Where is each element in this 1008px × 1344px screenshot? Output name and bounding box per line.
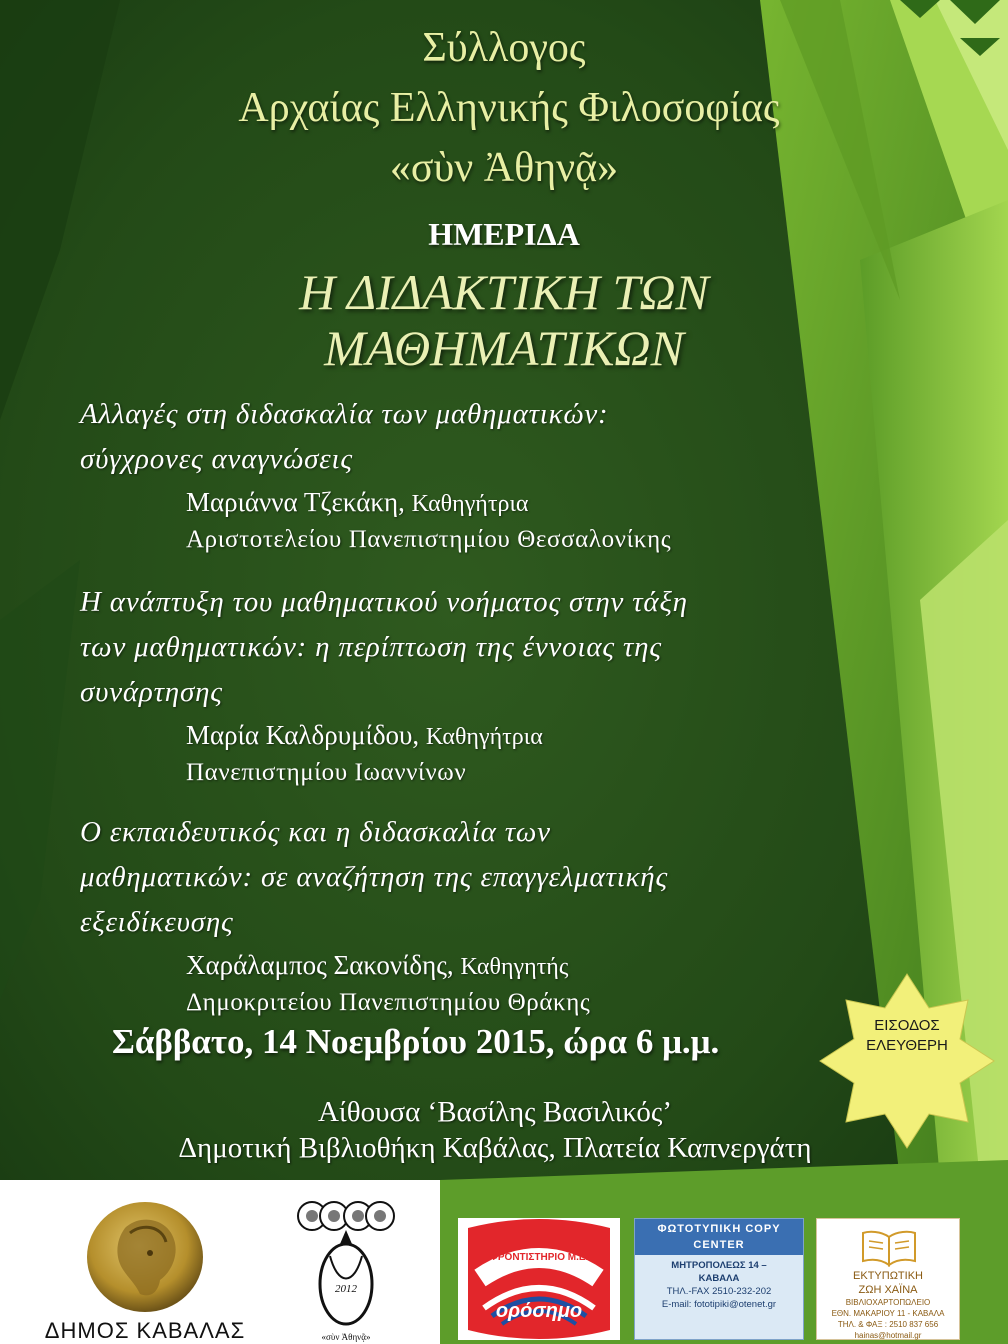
speaker-role: Καθηγήτρια <box>425 724 543 750</box>
speaker-name: Μαρία Καλδρυμίδου, <box>186 720 420 750</box>
free-entry-line-2: ΕΛΕΥΘΕΡΗ <box>866 1037 948 1054</box>
talk-title-line: μαθηματικών: σε αναζήτηση της επαγγελματικής <box>80 861 669 893</box>
ektypotiki-line-5: ΤΗΛ. & ΦΑΞ : 2510 837 656 <box>837 1320 939 1329</box>
talk-3 <box>80 810 900 1021</box>
ektypotiki-line-3: ΒΙΒΛΙΟΧΑΡΤΟΠΩΛΕΙΟ <box>845 1298 931 1307</box>
talk-1 <box>80 392 900 558</box>
title-line-3: «σὺν Ἀθηνᾷ» <box>389 145 619 191</box>
talk-3-title <box>80 810 900 945</box>
talk-title-line: των μαθηματικών: η περίπτωση της έννοιας της <box>80 631 662 663</box>
speaker-role: Καθηγήτρια <box>411 491 529 517</box>
talk-title-line: Αλλαγές στη διδασκαλία των μαθηματικών: <box>80 398 609 430</box>
title-line-1: Σύλλογος <box>422 25 586 71</box>
free-entry-line-1: ΕΙΣΟΔΟΣ <box>874 1017 940 1034</box>
ektypotiki-details <box>817 1269 959 1341</box>
event-title-line-2: ΜΑΘΗΜΑΤΙΚΩΝ <box>324 320 684 376</box>
speaker-role: Καθηγητής <box>460 954 569 980</box>
organization-title <box>0 18 1008 198</box>
talk-1-affiliation: Αριστοτελείου Πανεπιστημίου Θεσσαλονίκης <box>186 526 672 553</box>
fototypiki-title-1: ΦΩΤΟΤΥΠΙΚΗ COPY <box>657 1223 781 1235</box>
talk-title-line: συνάρτησης <box>80 676 223 708</box>
venue <box>0 1094 990 1166</box>
ektypotiki-line-4: ΕΘΝ. ΜΑΚΑΡΙΟΥ 11 - ΚΑΒΑΛΑ <box>831 1309 945 1318</box>
talk-2-speaker <box>80 717 900 755</box>
free-entry-text <box>818 1016 996 1056</box>
dimos-kavalas-label: ΔΗΜΟΣ ΚΑΒΑΛΑΣ <box>44 1318 246 1343</box>
speaker-name: Χαράλαμπος Σακονίδης, <box>186 950 454 980</box>
kavala-coin-icon <box>80 1198 210 1316</box>
talk-1-title <box>80 392 900 482</box>
owl-icon <box>290 1196 402 1332</box>
fototypiki-address-1: ΜΗΤΡΟΠΟΛΕΩΣ 14 – <box>671 1260 767 1271</box>
event-title-line-1: Η ΔΙΔΑΚΤΙΚΗ ΤΩΝ <box>299 264 709 320</box>
talk-1-speaker <box>80 484 900 522</box>
talk-2 <box>80 580 900 791</box>
event-title <box>0 264 1008 376</box>
open-book-icon <box>859 1227 919 1267</box>
sponsor-frontistirio <box>458 1218 620 1340</box>
title-line-2: Αρχαίας Ελληνικής Φιλοσοφίας <box>238 85 780 131</box>
fototypiki-details <box>635 1255 803 1311</box>
frontistirio-name: ορόσημο <box>495 1300 583 1322</box>
fototypiki-header <box>635 1219 803 1255</box>
frontistirio-top-text: ΦΡΟΝΤΙΣΤΗΡΙΟ Μ.Ε. <box>489 1252 589 1263</box>
talk-title-line: Ο εκπαιδευτικός και η διδασκαλία των <box>80 816 551 848</box>
fototypiki-title-2: CENTER <box>693 1239 745 1251</box>
fototypiki-email: E-mail: fototipiki@otenet.gr <box>661 1299 777 1310</box>
speaker-name: Μαριάννα Τζεκάκη, <box>186 487 405 517</box>
talk-2-affiliation: Πανεπιστημίου Ιωαννίνων <box>186 759 467 786</box>
venue-line-2: Δημοτική Βιβλιοθήκη Καβάλας, Πλατεία Καπνεργάτη <box>178 1132 812 1164</box>
talk-title-line: σύγχρονες αναγνώσεις <box>80 443 353 475</box>
talk-title-line: εξειδίκευσης <box>80 906 234 938</box>
venue-line-1: Αίθουσα ‘Βασίλης Βασιλικός’ <box>317 1096 672 1128</box>
talk-2-title <box>80 580 900 715</box>
fototypiki-address-2: ΚΑΒΑΛΑ <box>698 1273 740 1284</box>
talk-3-affiliation: Δημοκριτείου Πανεπιστημίου Θράκης <box>186 989 591 1016</box>
fototypiki-phone: ΤΗΛ.-FAX 2510-232-202 <box>666 1286 772 1297</box>
talk-title-line: Η ανάπτυξη του μαθηματικού νοήματος στην τάξη <box>80 586 688 618</box>
ektypotiki-line-1: ΕΚΤΥΠΩΤΙΚΗ <box>853 1270 923 1282</box>
ektypotiki-line-2: ΖΩΗ ΧΑΪΝΑ <box>858 1284 918 1296</box>
sponsor-ektypotiki <box>816 1218 960 1340</box>
sponsor-fototypiki <box>634 1218 804 1340</box>
owl-year: 2012 <box>335 1283 357 1295</box>
event-date: Σάββατο, 14 Νοεμβρίου 2015, ώρα 6 μ.μ. <box>112 1022 720 1061</box>
ektypotiki-line-6: hainas@hotmail.gr <box>854 1331 922 1340</box>
talk-3-speaker <box>80 947 900 985</box>
event-type: ΗΜΕΡΙΔΑ <box>428 216 580 252</box>
owl-caption: «σὺν Ἀθηνᾷ» <box>321 1332 371 1342</box>
